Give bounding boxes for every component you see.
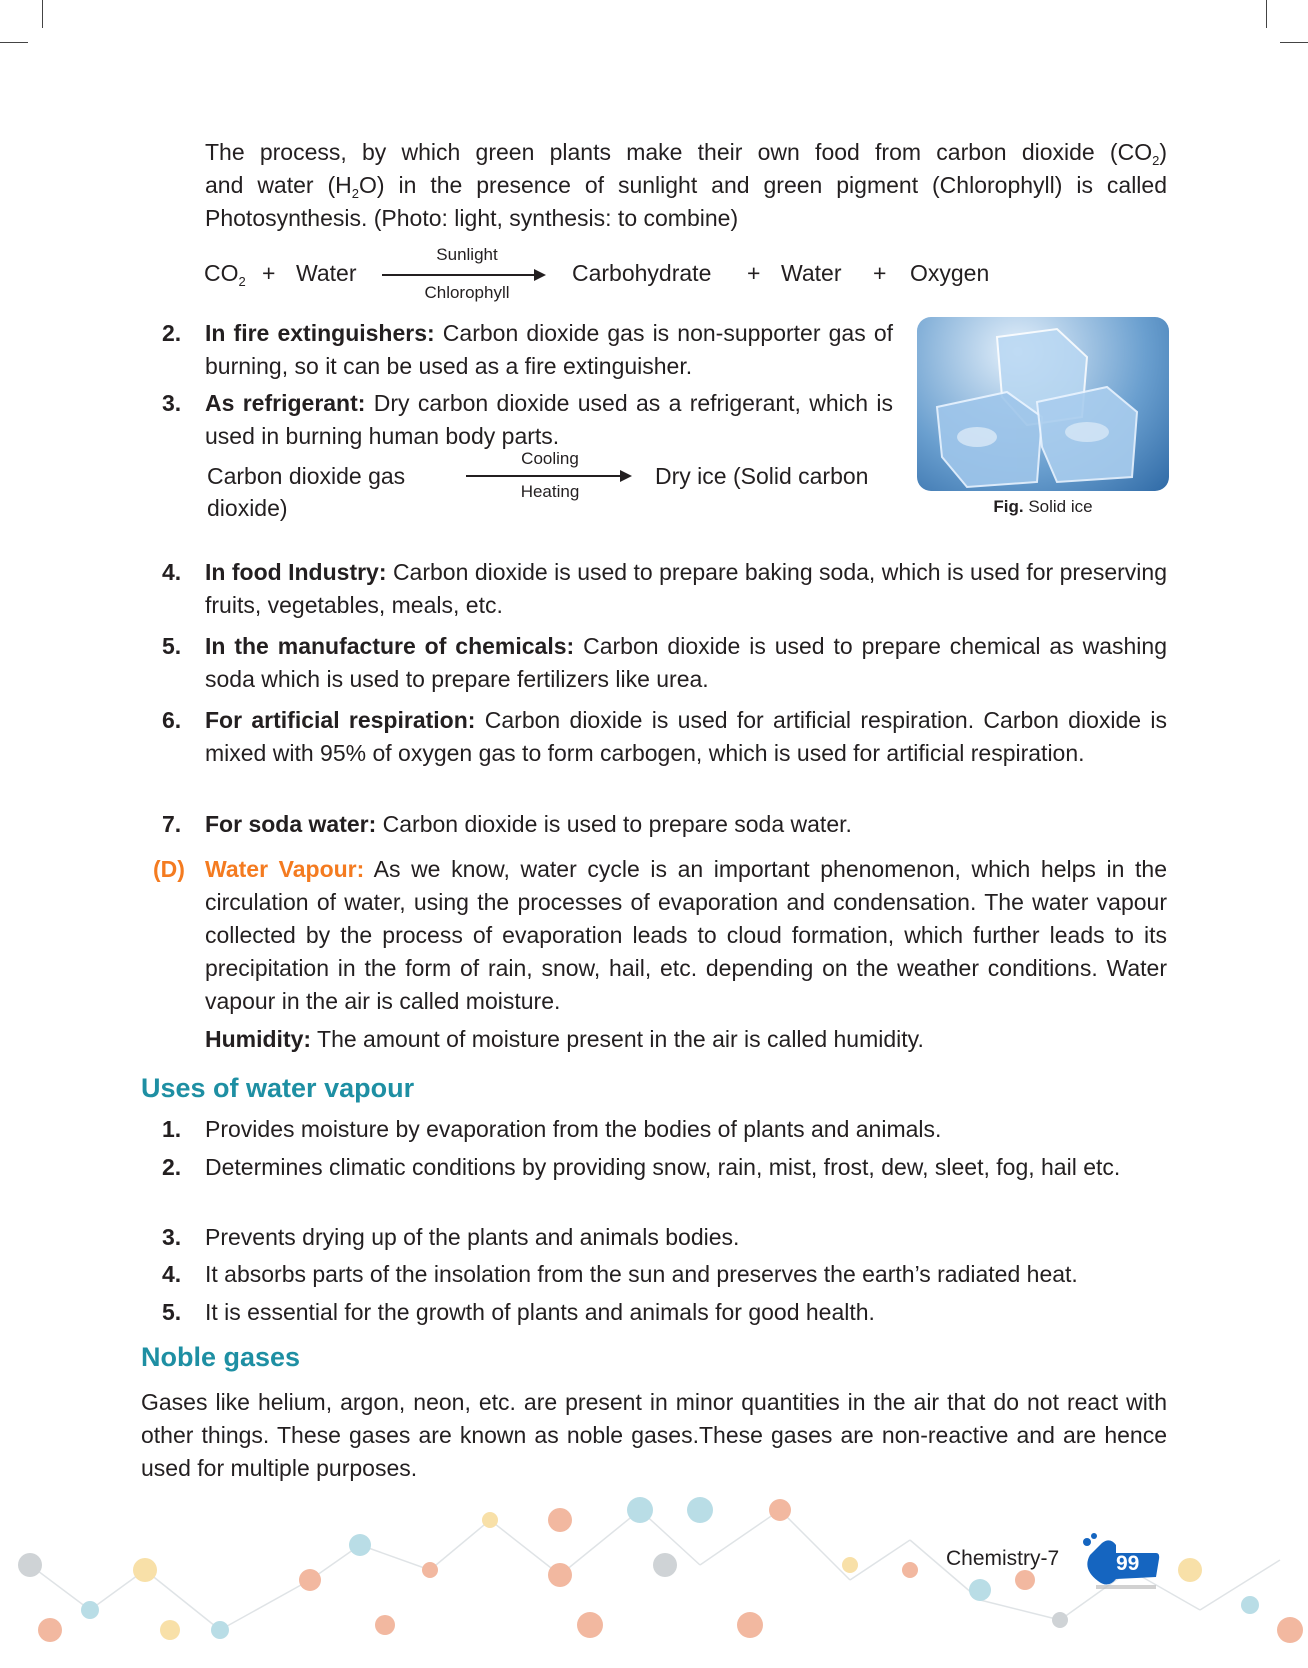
section-heading: Noble gases bbox=[141, 1342, 301, 1372]
reaction-arrow bbox=[382, 274, 544, 276]
noble-gases-paragraph: Gases like helium, argon, neon, etc. are present in minor quantities in the air that do not react with other things. These gases are known as noble gases.These gases are non-reactive and are hence used for multiple purposes. bbox=[141, 1389, 1167, 1481]
reaction-arrow bbox=[466, 475, 630, 477]
page-number: 99 bbox=[1116, 1552, 1140, 1575]
ice-cubes-image bbox=[917, 317, 1169, 491]
crop-mark bbox=[1266, 0, 1267, 28]
section-heading: Uses of water vapour bbox=[141, 1073, 415, 1103]
crop-mark bbox=[1280, 42, 1308, 43]
crop-mark bbox=[0, 42, 28, 43]
figure-solid-ice bbox=[917, 317, 1169, 491]
figure-caption: Fig. Solid ice bbox=[993, 497, 1093, 516]
page-number-badge bbox=[1080, 1533, 1160, 1591]
intro-paragraph: The process, by which green plants make their own food from carbon dioxide $(CO_2)$ and water $(H_2O)$ in the presence of sunlight and green pigment (Chlorophyll) is called Photosynthesis. (Photo: light, synthesis: to combine) bbox=[205, 139, 1167, 231]
book-title: Chemistry-7 bbox=[946, 1547, 1060, 1570]
crop-mark bbox=[42, 0, 43, 28]
